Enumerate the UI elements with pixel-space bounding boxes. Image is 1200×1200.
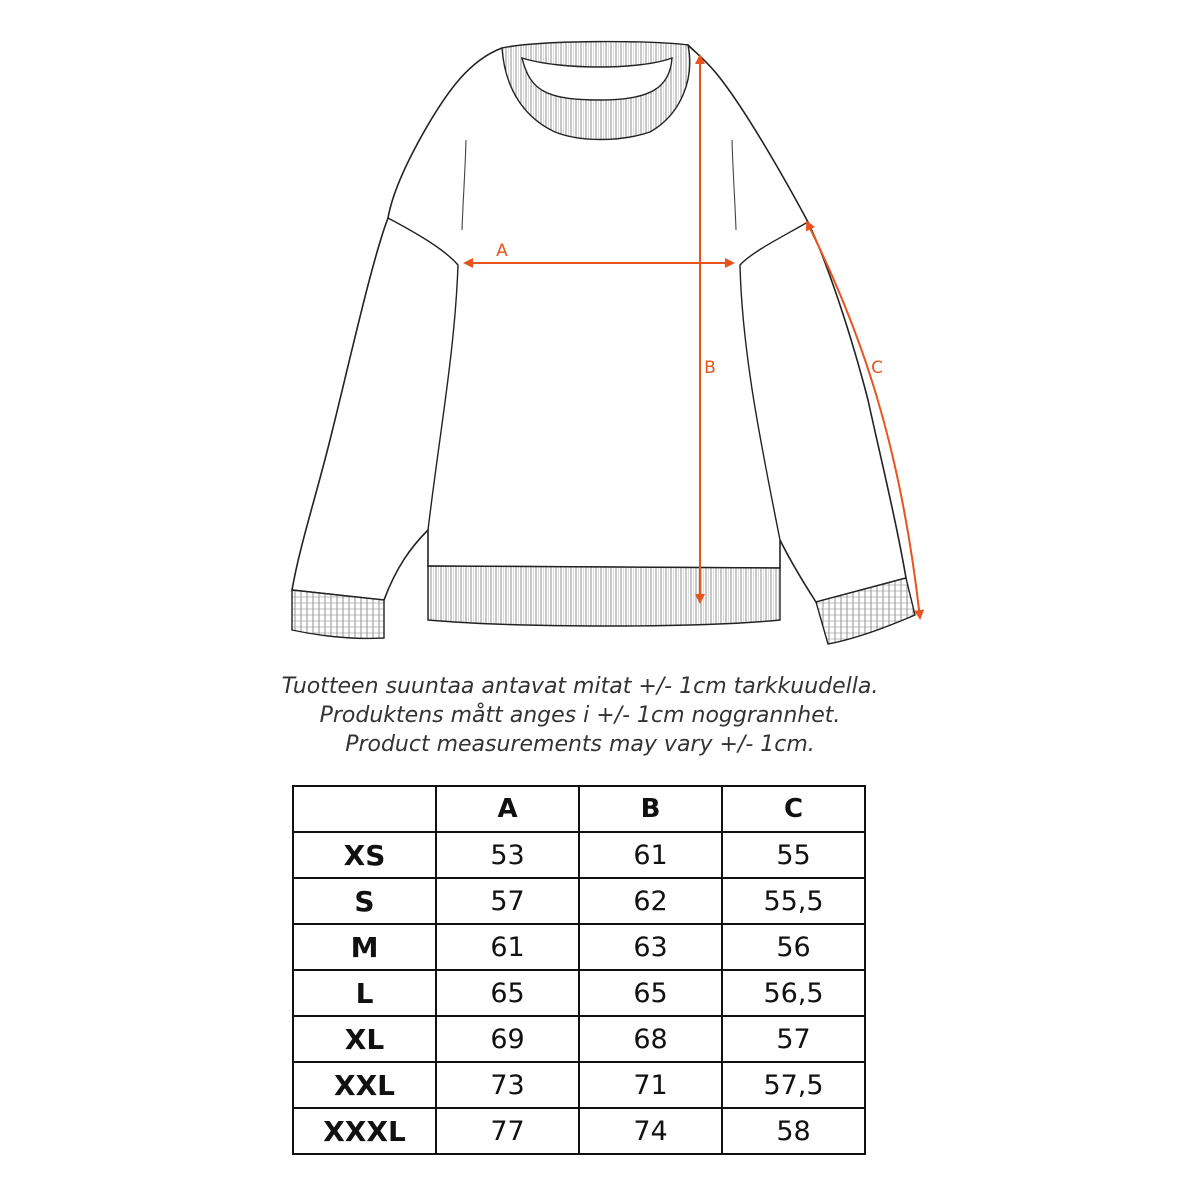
- value-a: 57: [436, 878, 579, 924]
- note-swedish: Produktens mått anges i +/- 1cm noggrannhet.: [319, 703, 841, 728]
- value-a: 53: [436, 832, 579, 878]
- value-a: 73: [436, 1062, 579, 1108]
- table-header-row: [293, 786, 865, 832]
- value-c: 58: [722, 1108, 865, 1154]
- measure-a-label: A: [496, 241, 508, 261]
- size-label: XS: [293, 832, 436, 878]
- table-row: [293, 832, 865, 878]
- table-row: [293, 924, 865, 970]
- header-a: A: [436, 786, 579, 832]
- measurement-note: [0, 672, 1160, 759]
- size-chart-table: [292, 785, 866, 1155]
- value-c: 56,5: [722, 970, 865, 1016]
- header-c: C: [722, 786, 865, 832]
- table-row: [293, 878, 865, 924]
- size-label: XL: [293, 1016, 436, 1062]
- table-row: [293, 1108, 865, 1154]
- measure-c-label: C: [871, 358, 883, 378]
- value-b: 74: [579, 1108, 722, 1154]
- value-c: 57,5: [722, 1062, 865, 1108]
- value-a: 69: [436, 1016, 579, 1062]
- value-b: 71: [579, 1062, 722, 1108]
- measure-b-label: B: [704, 358, 716, 378]
- size-label: XXL: [293, 1062, 436, 1108]
- table-row: [293, 1016, 865, 1062]
- value-c: 56: [722, 924, 865, 970]
- note-english: Product measurements may vary +/- 1cm.: [345, 732, 815, 757]
- value-b: 63: [579, 924, 722, 970]
- header-size: [293, 786, 436, 832]
- table-row: [293, 1062, 865, 1108]
- value-a: 77: [436, 1108, 579, 1154]
- size-label: XXXL: [293, 1108, 436, 1154]
- hem-rib: [428, 566, 780, 626]
- value-a: 65: [436, 970, 579, 1016]
- table-row: [293, 970, 865, 1016]
- note-finnish: Tuotteen suuntaa antavat mitat +/- 1cm tarkkuudella.: [281, 674, 879, 699]
- value-c: 55,5: [722, 878, 865, 924]
- value-c: 55: [722, 832, 865, 878]
- size-label: S: [293, 878, 436, 924]
- value-b: 68: [579, 1016, 722, 1062]
- size-label: L: [293, 970, 436, 1016]
- header-b: B: [579, 786, 722, 832]
- size-label: M: [293, 924, 436, 970]
- value-b: 65: [579, 970, 722, 1016]
- value-b: 61: [579, 832, 722, 878]
- value-a: 61: [436, 924, 579, 970]
- value-b: 62: [579, 878, 722, 924]
- value-c: 57: [722, 1016, 865, 1062]
